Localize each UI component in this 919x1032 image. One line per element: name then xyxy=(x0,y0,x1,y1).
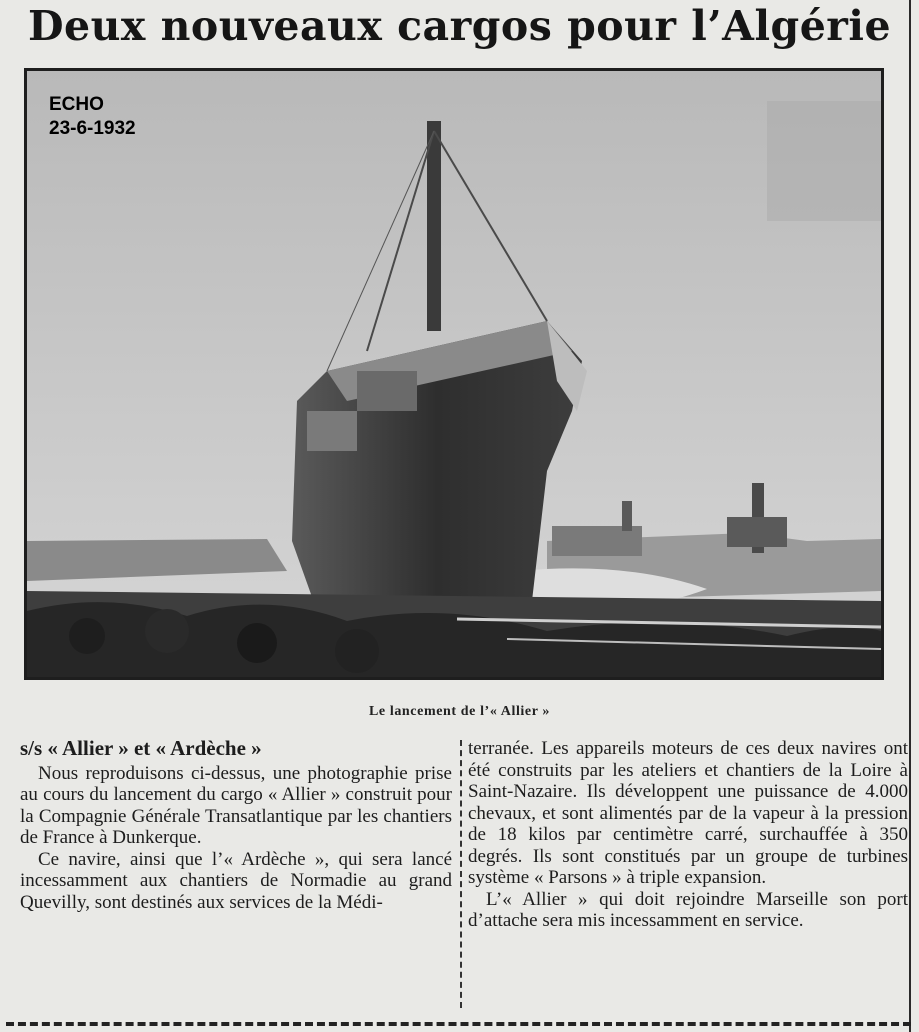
article-paragraph: Ce navire, ainsi que l’« Ardèche », qui sera lancé incessamment aux chantiers de Normadie au grand Quevilly, sont destinés aux services de la Médi- xyxy=(20,848,452,913)
article-subhead: s/s « Allier » et « Ardèche » xyxy=(20,736,262,760)
stamp-date: 23-6-1932 xyxy=(49,118,136,139)
photo-caption: Le lancement de l’« Allier » xyxy=(368,704,550,719)
headline: Deux nouveaux cargos pour l’Algérie xyxy=(27,2,892,50)
stamp-source: ECHO xyxy=(49,94,104,115)
page-edge-rule xyxy=(909,0,911,1032)
column-separator xyxy=(460,740,462,1008)
article-paragraph: Nous reproduisons ci-dessus, une photographie prise au cours du lancement du cargo « Allier » construit pour la Compagnie Générale Transatlantique par les chantiers de France à Dunkerque. xyxy=(20,762,452,848)
ship-launch-photo xyxy=(24,68,884,680)
article-paragraph: L’« Allier » qui doit rejoindre Marseille son port d’attache sera mis incessamment en service. xyxy=(468,888,908,931)
article-column-right xyxy=(468,738,908,932)
article-paragraph: terranée. Les appareils moteurs de ces deux navires ont été construits par les ateliers et chantiers de la Loire à Saint-Nazaire. Ils développent une puissance de 4.000 chevaux, et sont alimentés par de la vapeur à la pression de 18 kilos par centimètre carré, surchauffée à 350 degrés. Ils sont constitués par un groupe de turbines système « Parsons » à triple expansion. xyxy=(468,738,908,888)
bottom-dashed-rule xyxy=(6,1022,911,1026)
archive-stamp xyxy=(49,93,136,141)
article-column-left xyxy=(20,738,452,913)
ship-illustration xyxy=(27,71,881,677)
